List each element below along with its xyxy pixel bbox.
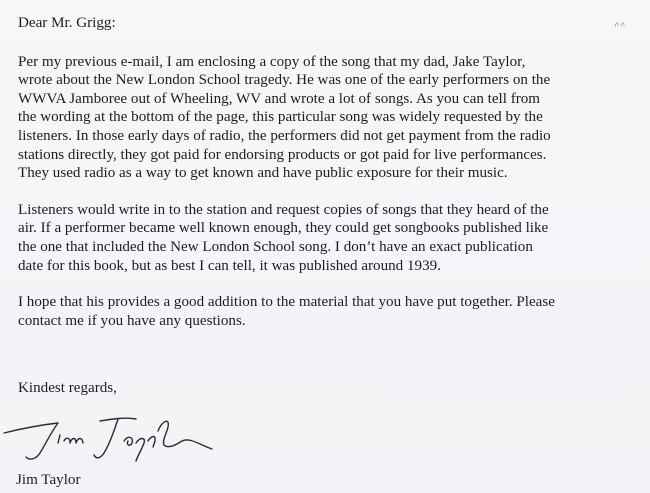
line: Listeners would write in to the station and request copies of songs that they heard of the	[18, 201, 549, 218]
line: They used radio as a way to get known and have public exposure for their music.	[18, 165, 508, 182]
signer-name: Jim Taylor	[16, 472, 81, 488]
salutation: Dear Mr. Grigg:	[18, 15, 116, 31]
line: WWVA Jamboree out of Wheeling, WV and wrote a lot of songs. As you can tell from	[18, 90, 541, 107]
closing: Kindest regards,	[18, 380, 117, 396]
letter-body	[18, 14, 638, 348]
line: date for this book, but as best I can tell, it was published around 1939.	[18, 257, 441, 274]
paragraph-1	[18, 53, 638, 183]
line: I hope that his provides a good addition to the material that you have put together. Please	[18, 294, 555, 311]
line: wrote about the New London School tragedy. He was one of the early performers on the	[18, 72, 551, 89]
paper-mark	[613, 18, 627, 30]
line: contact me if you have any questions.	[18, 312, 246, 329]
line: Per my previous e-mail, I am enclosing a copy of the song that my dad, Jake Taylor,	[18, 53, 526, 70]
paragraph-2	[18, 201, 638, 275]
line: listeners. In those early days of radio, the performers did not get payment from the radio	[18, 127, 551, 144]
line: the one that included the New London School song. I don’t have an exact publication	[18, 238, 533, 255]
paragraph-3	[18, 293, 638, 330]
line: stations directly, they got paid for endorsing products or got paid for live performances.	[18, 146, 547, 163]
line: air. If a performer became well known enough, they could get songbooks published like	[18, 220, 549, 237]
line: the wording at the bottom of the page, this particular song was widely requested by the	[18, 109, 543, 126]
handwritten-signature	[0, 405, 220, 465]
